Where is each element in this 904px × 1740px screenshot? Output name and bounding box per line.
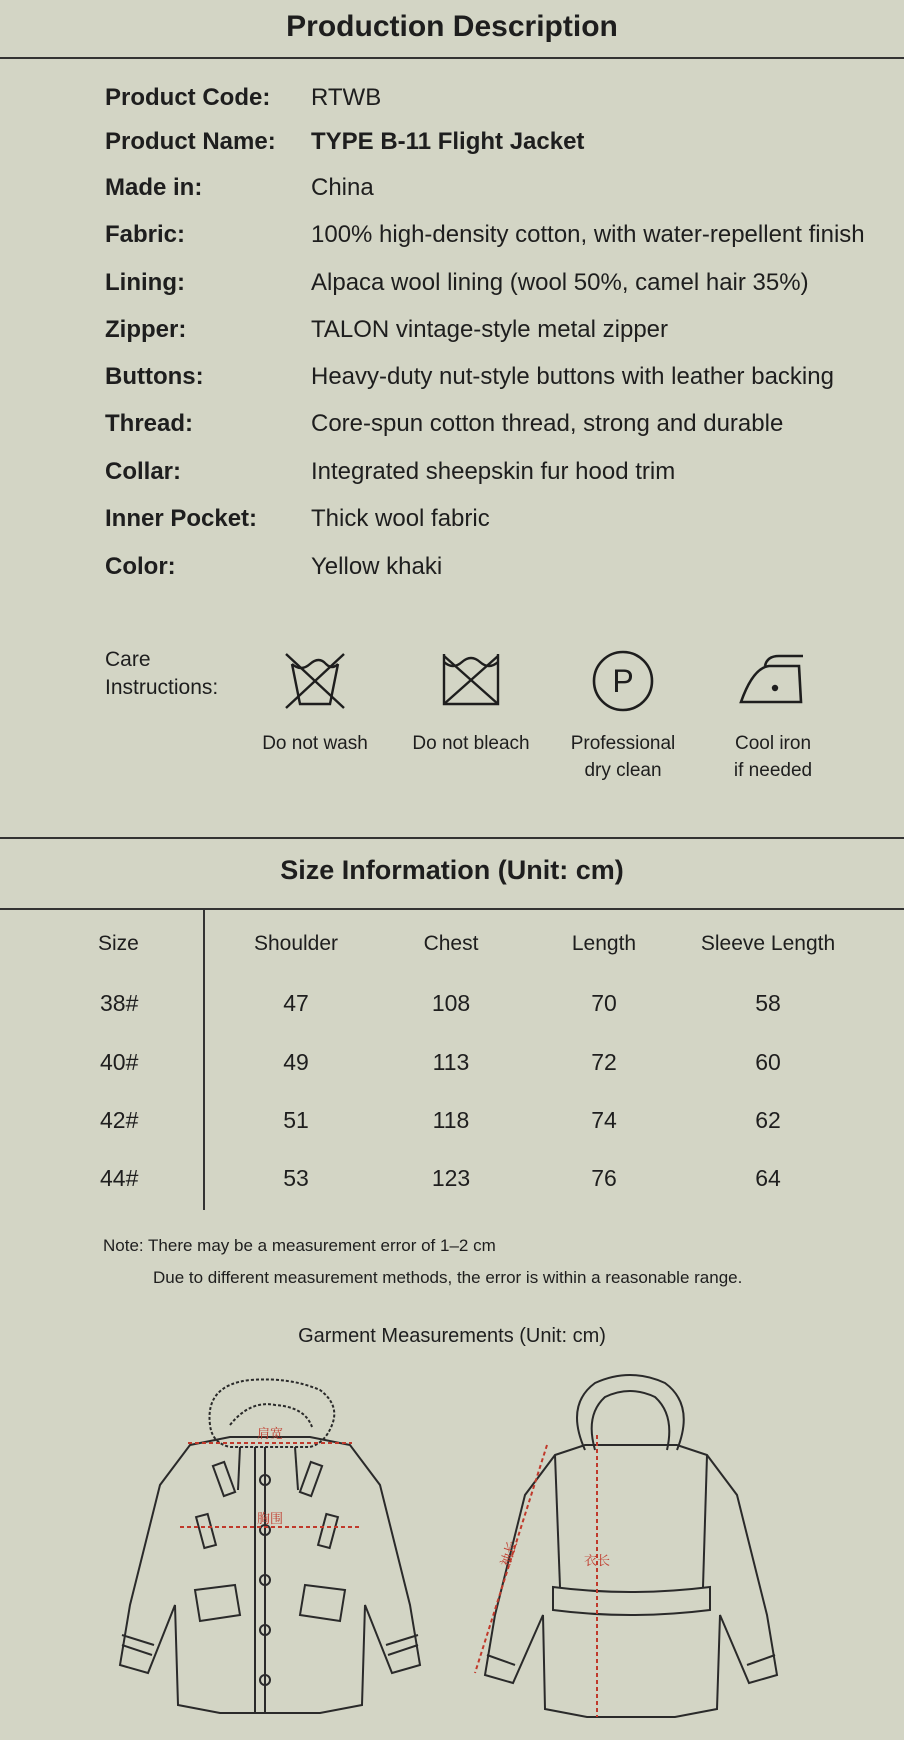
mid-divider — [0, 837, 904, 839]
care-item-cool-iron — [698, 646, 848, 784]
size-info-title: Size Information (Unit: cm) — [280, 855, 624, 885]
spec-value: Core-spun cotton thread, strong and durable — [311, 410, 784, 437]
sleeve-label: 袖长 — [498, 1539, 521, 1569]
table-cell-size: 42# — [100, 1107, 139, 1133]
care-instructions-label — [105, 646, 218, 702]
spec-value: TYPE B-11 Flight Jacket — [311, 128, 585, 155]
table-cell: 49 — [283, 1049, 309, 1075]
spec-label: Fabric: — [105, 221, 186, 248]
table-top-divider — [0, 908, 904, 910]
care-text: if needed — [733, 760, 813, 781]
table-cell: 74 — [591, 1107, 617, 1133]
table-header-sleeve-length: Sleeve Length — [700, 932, 836, 955]
table-header-shoulder: Shoulder — [253, 932, 339, 955]
care-text: Professional — [570, 733, 676, 754]
spec-value: TALON vintage-style metal zipper — [311, 316, 669, 343]
shoulder-label: 肩宽 — [256, 1427, 284, 1442]
production-title: Production Description — [286, 10, 618, 43]
spec-label: Buttons: — [105, 363, 204, 390]
care-text: Do not bleach — [412, 733, 530, 754]
table-column-divider — [203, 910, 205, 1210]
spec-label: Zipper: — [105, 316, 187, 343]
spec-label: Made in: — [105, 174, 203, 201]
length-label: 衣长 — [583, 1554, 611, 1569]
spec-label: Product Name: — [105, 128, 276, 155]
table-cell: 123 — [431, 1165, 471, 1191]
table-cell: 60 — [755, 1049, 781, 1075]
table-header-chest: Chest — [423, 932, 479, 955]
jacket-back-diagram — [455, 1365, 815, 1735]
top-divider — [0, 57, 904, 59]
spec-label: Collar: — [105, 458, 182, 485]
spec-label: Thread: — [105, 410, 194, 437]
table-cell: 113 — [432, 1049, 470, 1075]
cool-iron-icon — [735, 646, 811, 712]
care-text: dry clean — [584, 760, 662, 781]
table-cell-size: 38# — [100, 990, 139, 1016]
spec-value: Alpaca wool lining (wool 50%, camel hair 35%) — [311, 269, 809, 296]
do-not-wash-icon — [280, 646, 350, 712]
care-label-line: Instructions: — [105, 676, 219, 699]
table-header-length: Length — [571, 932, 637, 955]
care-item-professional-dry-clean — [548, 646, 698, 784]
chest-label: 胸围 — [256, 1512, 284, 1527]
spec-value: Integrated sheepskin fur hood trim — [311, 458, 676, 485]
jacket-front-diagram — [100, 1365, 440, 1735]
dry-clean-letter: P — [612, 663, 634, 699]
table-cell-size: 40# — [100, 1049, 139, 1075]
table-cell-size: 44# — [100, 1165, 139, 1191]
table-cell: 64 — [755, 1165, 781, 1191]
spec-value: China — [311, 174, 374, 201]
table-cell: 70 — [591, 990, 617, 1016]
table-cell: 51 — [283, 1107, 309, 1133]
table-cell: 72 — [591, 1049, 617, 1075]
care-text: Do not wash — [262, 733, 368, 754]
spec-value: 100% high-density cotton, with water-repellent finish — [311, 221, 865, 248]
table-cell: 118 — [432, 1107, 470, 1133]
care-item-do-not-bleach — [396, 646, 546, 757]
measurement-note-detail: Due to different measurement methods, the error is within a reasonable range. — [153, 1268, 743, 1287]
table-cell: 108 — [431, 990, 471, 1016]
care-label-line: Care — [105, 648, 151, 671]
measurement-note: Note: There may be a measurement error of 1–2 cm — [103, 1236, 496, 1255]
spec-value: Yellow khaki — [311, 553, 443, 580]
do-not-bleach-icon — [436, 646, 506, 712]
table-cell: 53 — [283, 1165, 309, 1191]
table-cell: 62 — [755, 1107, 781, 1133]
care-item-do-not-wash — [240, 646, 390, 757]
spec-label: Product Code: — [105, 84, 271, 111]
spec-value: Thick wool fabric — [311, 505, 490, 532]
care-text: Cool iron — [734, 733, 812, 754]
spec-label: Lining: — [105, 269, 185, 296]
garment-measurements-title: Garment Measurements (Unit: cm) — [298, 1325, 606, 1347]
spec-label: Color: — [105, 553, 176, 580]
table-header-size: Size — [98, 932, 139, 955]
spec-value: Heavy-duty nut-style buttons with leather backing — [311, 363, 834, 390]
table-cell: 47 — [283, 990, 309, 1016]
table-cell: 76 — [591, 1165, 617, 1191]
table-cell: 58 — [755, 990, 781, 1016]
professional-dry-clean-icon — [588, 646, 658, 712]
spec-label: Inner Pocket: — [105, 505, 258, 532]
spec-value: RTWB — [311, 84, 382, 111]
